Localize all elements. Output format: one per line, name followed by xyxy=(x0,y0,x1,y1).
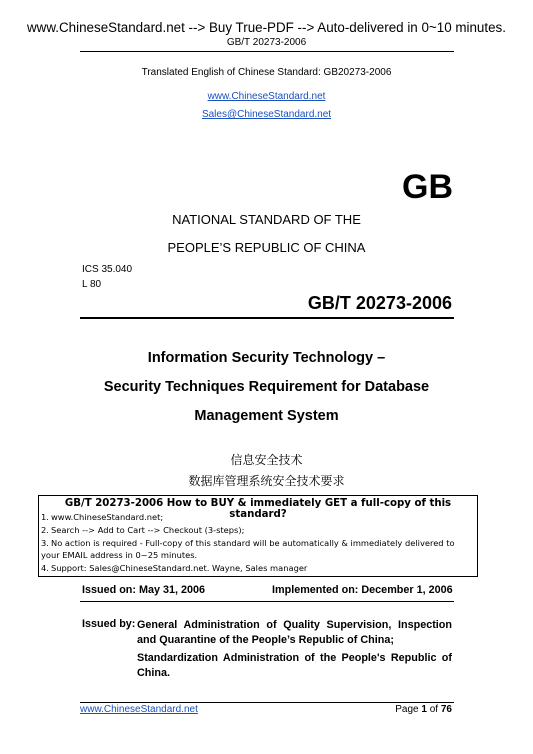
step-text: No action is required - Full-copy of this standard will be automatically & immediately delivered to xyxy=(51,537,455,548)
buy-steps-list xyxy=(39,511,455,575)
national-standard-line1: NATIONAL STANDARD OF THE xyxy=(172,212,361,227)
email-link[interactable]: Sales@ChineseStandard.net xyxy=(201,109,332,120)
step-text: Support: Sales@ChineseStandard.net. Wayne, Sales manager xyxy=(51,563,308,574)
title-line2: Security Techniques Requirement for Database xyxy=(103,379,430,395)
page-total: 76 xyxy=(440,704,452,715)
issued-by-label: Issued by: xyxy=(82,618,136,630)
buy-box xyxy=(38,495,478,577)
top-banner: www.ChineseStandard.net --> Buy True-PDF --> Auto-delivered in 0~10 minutes. xyxy=(27,20,506,35)
footer-site-link[interactable]: www.ChineseStandard.net xyxy=(80,704,198,715)
issued-date: Issued on: May 31, 2006 xyxy=(82,584,206,596)
issuer-2: Standardization Administration of the People's Republic of China. xyxy=(137,652,452,679)
buy-box-title: GB/T 20273-2006 How to BUY & immediately GET a full-copy of this standard? xyxy=(64,498,452,520)
buy-step xyxy=(39,511,455,524)
site-link[interactable]: www.ChineseStandard.net xyxy=(207,91,326,102)
implemented-date: Implemented on: December 1, 2006 xyxy=(272,584,453,596)
step-number: 2. xyxy=(41,524,49,535)
page-of: of xyxy=(429,704,439,715)
header-site-link-wrap xyxy=(0,86,533,104)
buy-step xyxy=(39,562,455,575)
ccs-code: L 80 xyxy=(82,279,102,290)
header-email-link-wrap xyxy=(0,104,533,122)
buy-step xyxy=(39,537,455,550)
step-text[interactable]: www.ChineseStandard.net; xyxy=(51,512,164,522)
title-line3: Management System xyxy=(194,408,339,424)
national-standard-line2: PEOPLE’S REPUBLIC OF CHINA xyxy=(167,240,366,255)
chinese-title-line2: 数据库管理系统安全技术要求 xyxy=(188,474,345,488)
buy-step-continuation: your EMAIL address in 0~25 minutes. xyxy=(41,550,198,561)
translated-note: Translated English of Chinese Standard: GB20273-2006 xyxy=(141,67,392,78)
chinese-title-line1: 信息安全技术 xyxy=(230,453,303,467)
gb-logo: GB xyxy=(402,168,453,206)
footer-divider xyxy=(80,702,454,703)
page-current: 1 xyxy=(421,704,427,715)
standard-number: GB/T 20273-2006 xyxy=(307,293,452,313)
header-divider xyxy=(80,51,454,52)
page-prefix: Page xyxy=(395,704,419,715)
issuer-1: General Administration of Quality Supervision, Inspection and Quarantine of the People’s Republic of China; xyxy=(137,619,452,646)
ics-code: ICS 35.040 xyxy=(82,264,133,275)
buy-step xyxy=(39,524,455,537)
title-divider xyxy=(80,317,454,319)
page-indicator xyxy=(395,704,452,715)
step-text: Search --> Add to Cart --> Checkout (3-steps); xyxy=(51,524,245,535)
dates-divider xyxy=(80,601,454,602)
step-number: 4. xyxy=(41,563,49,574)
step-number: 1. xyxy=(41,512,49,522)
banner-doc-code: GB/T 20273-2006 xyxy=(226,37,307,48)
title-line1: Information Security Technology – xyxy=(147,350,386,366)
step-number: 3. xyxy=(41,537,49,548)
